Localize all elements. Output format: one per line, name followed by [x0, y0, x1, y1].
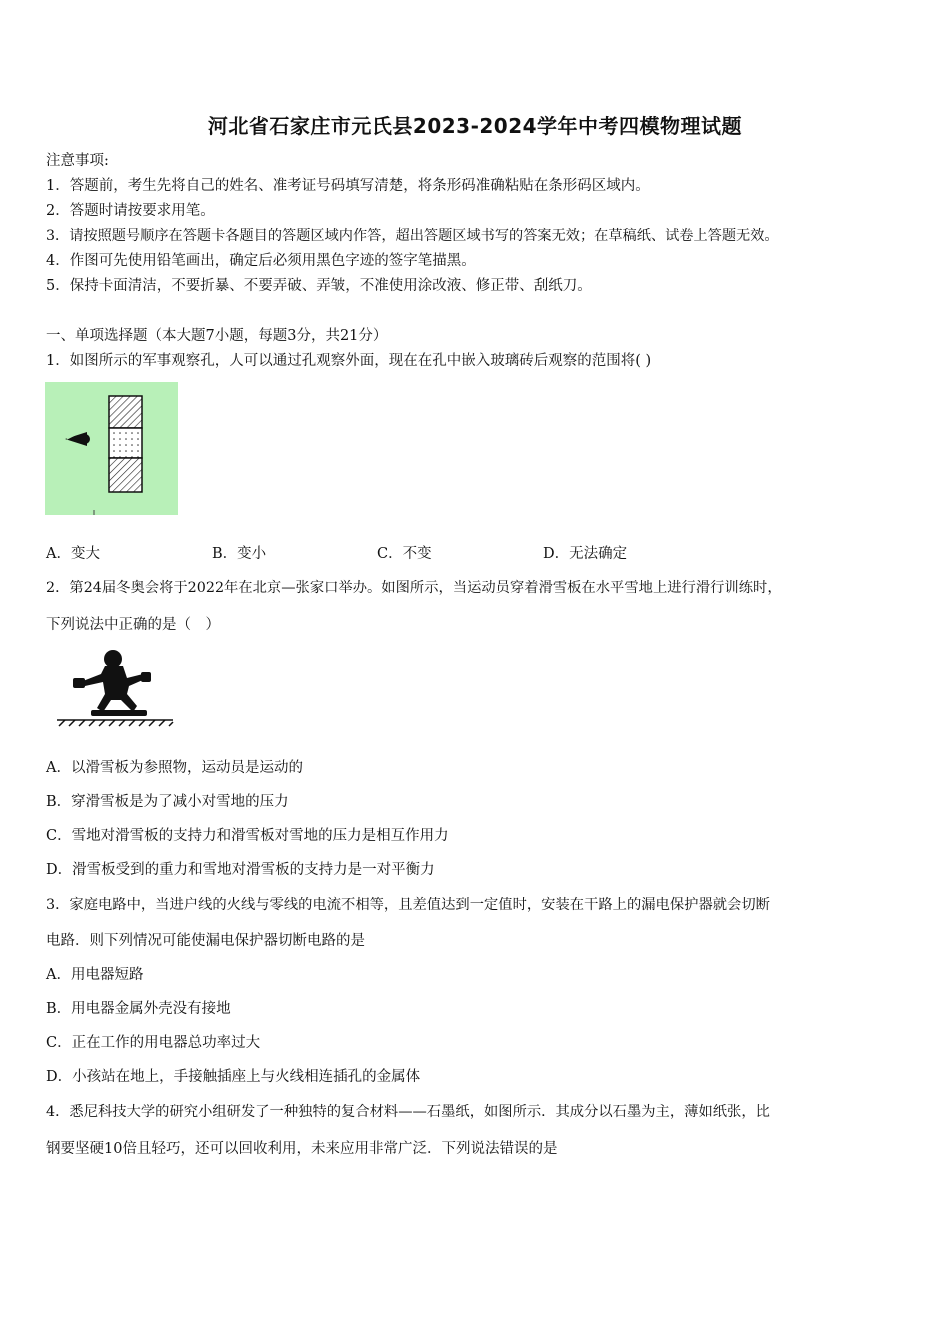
q1-option-a[interactable]: A．变大: [46, 546, 100, 562]
q2-figure: [55, 648, 175, 728]
glass-brick: [109, 428, 142, 458]
q1-option-d[interactable]: D．无法确定: [543, 546, 628, 562]
snowboarder-icon: [73, 650, 151, 716]
wall-bottom: [109, 458, 142, 492]
notice-item-4: 4．作图可先使用铅笔画出，确定后必须用黑色字迹的签字笔描黑。: [46, 253, 476, 269]
snow-ground: [57, 720, 173, 726]
q1-option-b[interactable]: B．变小: [212, 546, 267, 562]
notice-item-2: 2．答题时请按要求用笔。: [46, 203, 215, 219]
q1-figure: [45, 382, 178, 515]
q2-option-a[interactable]: A．以滑雪板为参照物，运动员是运动的: [46, 760, 303, 776]
q2-option-b[interactable]: B．穿滑雪板是为了减小对雪地的压力: [46, 794, 289, 810]
q3-stem-line2: 电路．则下列情况可能使漏电保护器切断电路的是: [46, 933, 365, 949]
q3-option-a[interactable]: A．用电器短路: [46, 967, 144, 983]
q2-option-c[interactable]: C．雪地对滑雪板的支持力和滑雪板对雪地的压力是相互作用力: [46, 828, 449, 844]
page-title: 河北省石家庄市元氏县2023-2024学年中考四模物理试题: [207, 114, 743, 138]
q4-stem-line1: 4．悉尼科技大学的研究小组研发了一种独特的复合材料——石墨纸，如图所示．其成分以石墨为主，薄如纸张，比: [46, 1104, 770, 1120]
notice-item-1: 1．答题前，考生先将自己的姓名、准考证号码填写清楚，将条形码准确粘贴在条形码区域内。: [46, 178, 650, 194]
q3-option-d[interactable]: D．小孩站在地上，手接触插座上与火线相连插孔的金属体: [46, 1069, 421, 1085]
q3-option-c[interactable]: C．正在工作的用电器总功率过大: [46, 1035, 261, 1051]
notice-heading: 注意事项:: [46, 153, 109, 169]
q1-stem: 1．如图所示的军事观察孔，人可以通过孔观察外面，现在在孔中嵌入玻璃砖后观察的范围将( ): [46, 353, 652, 369]
q2-option-d[interactable]: D．滑雪板受到的重力和雪地对滑雪板的支持力是一对平衡力: [46, 862, 435, 878]
q3-stem-line1: 3．家庭电路中，当进户线的火线与零线的电流不相等，且差值达到一定值时，安装在干路上的漏电保护器就会切断: [46, 897, 770, 913]
wall-top: [109, 396, 142, 428]
q2-stem-line2: 下列说法中正确的是（ ）: [46, 617, 220, 633]
section-heading: 一、单项选择题（本大题7小题，每题3分，共21分）: [46, 328, 388, 344]
q1-option-c[interactable]: C．不变: [377, 546, 432, 562]
notice-item-5: 5．保持卡面清洁，不要折暴、不要弄破、弄皱，不准使用涂改液、修正带、刮纸刀。: [46, 278, 592, 294]
q2-stem-line1: 2．第24届冬奥会将于2022年在北京—张家口举办。如图所示，当运动员穿着滑雪板在水平雪地上进行滑行训练时，: [46, 580, 782, 596]
notice-item-3: 3．请按照题号顺序在答题卡各题目的答题区域内作答，超出答题区域书写的答案无效；在草稿纸、试卷上答题无效。: [46, 228, 779, 244]
q3-option-b[interactable]: B．用电器金属外壳没有接地: [46, 1001, 231, 1017]
q4-stem-line2: 钢要坚硬10倍且轻巧，还可以回收利用，未来应用非常广泛．下列说法错误的是: [46, 1141, 558, 1157]
